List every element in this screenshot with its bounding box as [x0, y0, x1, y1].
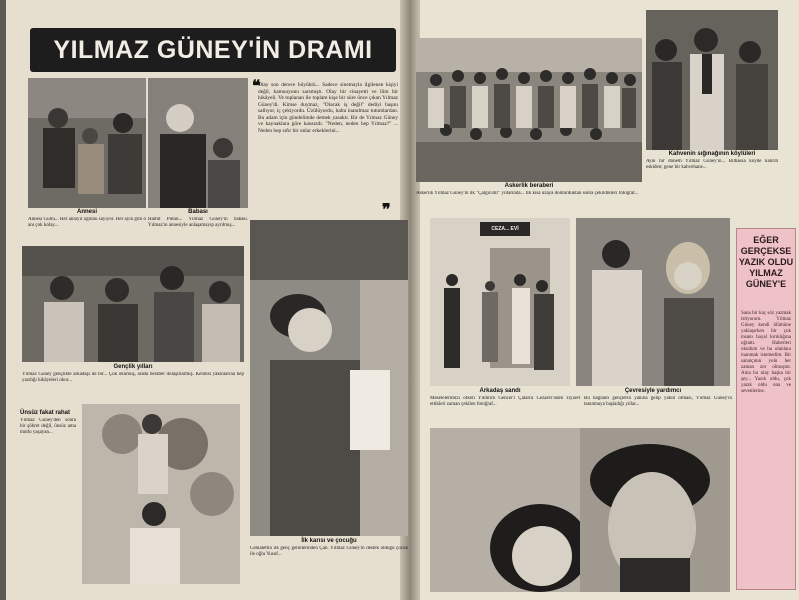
caption-text-military: Askerlik Yılmaz Güney'in ilk "Çalgıcıdır" yıllarında... İlk kısa uzaya doldurduktan sonra çekildikleri fotoğraf...	[416, 191, 639, 196]
headline-bar	[30, 28, 396, 72]
caption-wife-child: İlk karısı ve çocuğu	[301, 538, 357, 544]
caption-text-youth: Yılmaz Güney gençlikte arkadaşı ile bir... Çok okumuş, arada beraber dolaşırlarmış. Kendisi yakınlarına hep yazdığı hikâyeleri okur...	[22, 372, 244, 383]
photo-father	[148, 78, 248, 208]
caption-text-father: Hamit Pütün... Yılmaz Güney'in babası. Yılmaz'ın annesiyle anlaşamayıp ayrılmış...	[148, 217, 248, 228]
caption-military: Askerlik beraberi	[504, 183, 554, 189]
photo-military	[416, 38, 642, 182]
opinion-box-title: EĞER GERÇEKSE YAZIK OLDU YILMAZ GÜNEY'E	[738, 235, 794, 289]
photo-garden	[82, 404, 240, 584]
caption-youth: Gençlik yılları	[113, 364, 153, 370]
quote-close-mark: ❞	[382, 202, 391, 219]
opinion-box	[736, 228, 796, 590]
caption-text-friend: Meselelerimizi öfkeli Yıldırım Gencer'i Çatalca Cezaevi'nden ziyaret ettikleri zaman çekilen fotoğraf...	[430, 396, 580, 407]
photo-mother	[28, 78, 146, 208]
photo-coffee	[646, 10, 778, 150]
quote-open-mark: ❝	[252, 78, 261, 95]
photo-friend	[430, 218, 570, 386]
opinion-box-text: Sana bir kaç söz yazmak istiyorum. Yılmaz Güney kendi ölümüne yaklaşırken bir çok insanı hayal kırıklığına uğrattı. Haberleri okudum ve bu olanlara inanmak istemedim. Bir sanatçının yolu her zaman zor olmuştur. Ama bu olay başka bir şey... Yazık oldu, çok yazık oldu ona ve sevenlerine.	[741, 311, 791, 394]
caption-text-wife-child: Cemalettin ilk genç gelinlerinden Çan. Yılmaz Güney'in destek olduğu çocuk ile oğlu Yusuf...	[250, 546, 408, 557]
caption-text-helpers: Bu bağlantı gençlerin yanına gelip yakın olması, Yılmaz Güney'in tanınmaya başladığı yıllar...	[584, 396, 732, 407]
caption-mother: Annesi	[76, 209, 97, 215]
photo-helpers	[576, 218, 730, 386]
photo-wife	[250, 220, 408, 536]
photo-closeup	[430, 428, 730, 592]
headline: YILMAZ GÜNEY'İN DRAMI	[53, 36, 373, 64]
photo-youth	[22, 246, 244, 362]
prison-sign: CEZA... EVİ	[491, 226, 519, 232]
caption-friend: Arkadaş sandı	[479, 388, 521, 394]
caption-text-mother: Annesi Güllü... Her anlayıl oğlunu sayıyor. Her ayın gibi o anı çok kolay...	[28, 217, 146, 228]
caption-text-fame: Yılmaz Güney'den sonra bir şöhret değil, ünsüz ama mutlu yaşayan...	[20, 418, 76, 435]
quote-text: Olay son derece büyüktü... Sadece sinemayla ilgilenen kişiyi değil, kamuoyunu sarsmıştı. Olay bir cinayetti ve ilim bir hikâyeli. Ve toplanan ile toplam kişe bir süre önce çıkan Yılmaz Güney'di. Kimse duymaz, "Olacak iş değil" dediyi başını sallıyor, iç çekiyordu. Üzülüyordu, halta inanılmaz tutumlardan. Bu adam için gündelimde demek yasaktı. Bir de Yılmaz Güney ve kaynaklara göre kansızdı. "Neden, neden hep Yılmaz?" ... Neden hep sıfır bir onlar erkeklerini...	[258, 82, 398, 134]
caption-coffee: Kahvenin sığınağının köylüleri	[668, 151, 756, 157]
caption-fame: Ünsüz fakat rahat	[20, 410, 71, 416]
caption-text-coffee: Aynı bir dönem Yılmaz Güney'in... Bilhassa köyde kalırdı eskiden; gene bir kahvehane...	[646, 159, 778, 170]
caption-helpers: Çevresiyle yardımcı	[624, 388, 682, 394]
caption-father: Babası	[188, 209, 208, 215]
